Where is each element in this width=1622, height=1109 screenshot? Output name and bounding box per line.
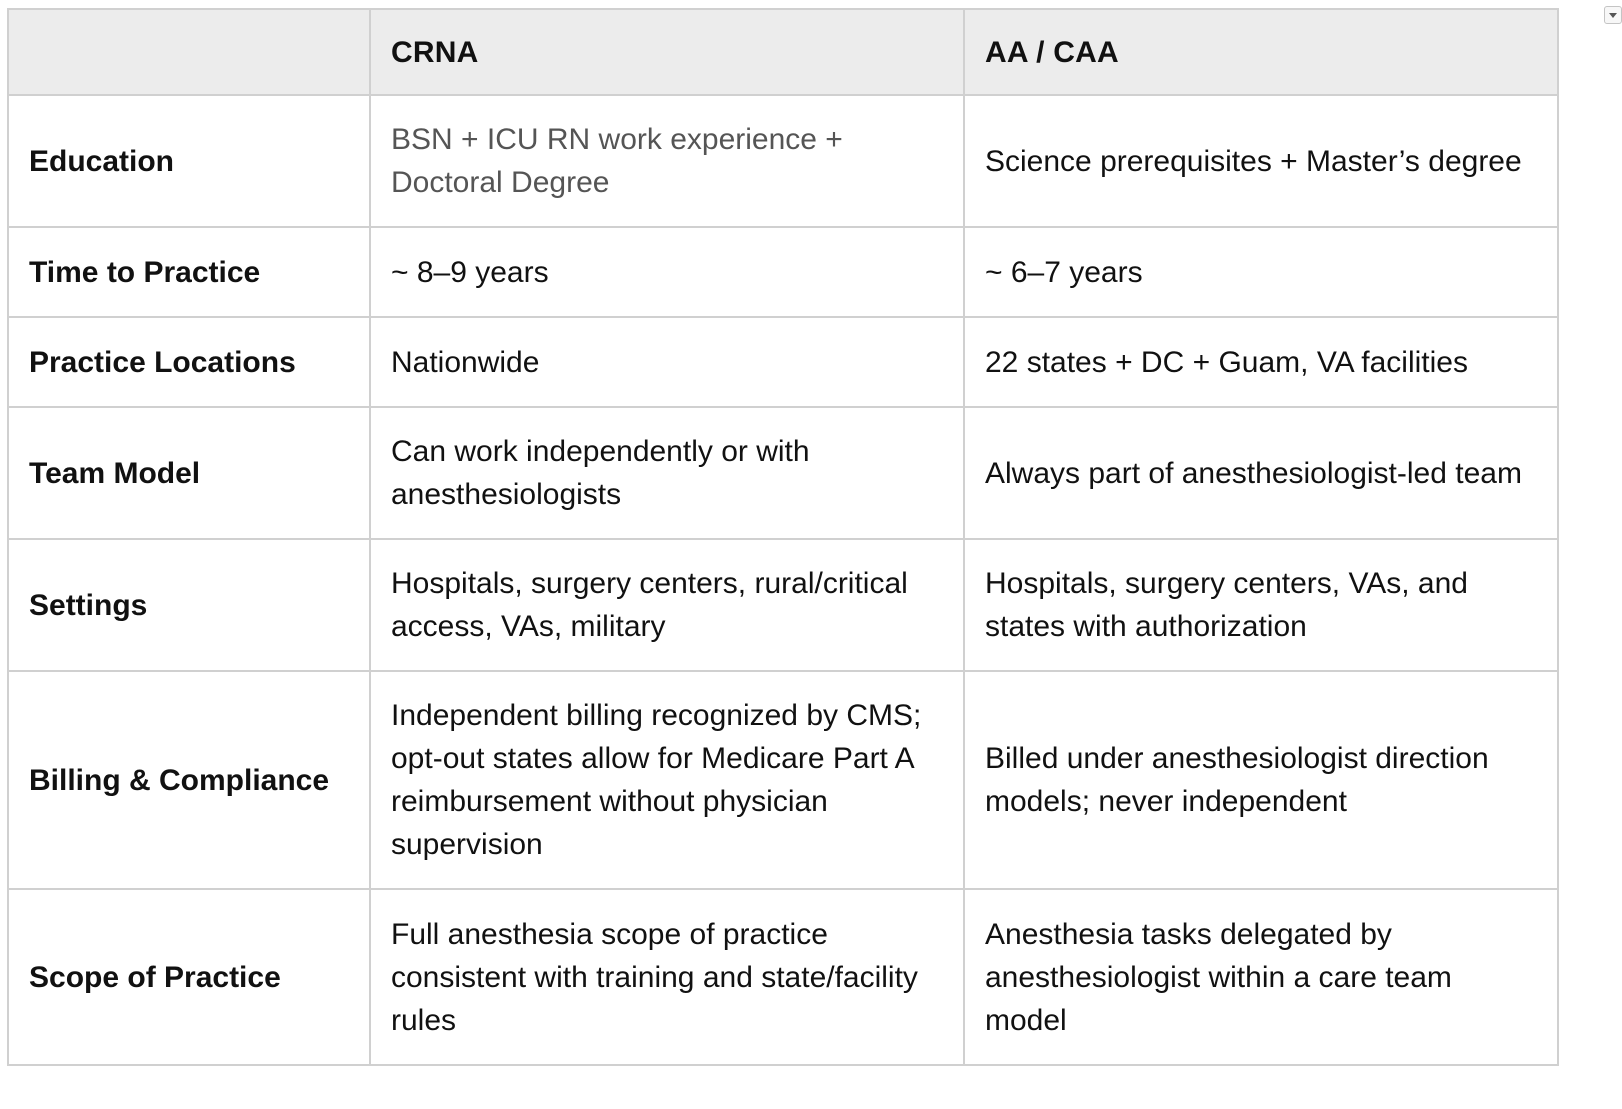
table-row-settings [8,539,1558,671]
comparison-table [7,8,1559,1066]
row-label-education: Education [8,95,370,227]
header-aa-caa: AA / CAA [964,9,1558,95]
row-label-practice-locations: Practice Locations [8,317,370,407]
cell-crna-settings: Hospitals, surgery centers, rural/critical access, VAs, military [370,539,964,671]
header-crna: CRNA [370,9,964,95]
table-header-row [8,9,1558,95]
cell-aa-settings: Hospitals, surgery centers, VAs, and states with authorization [964,539,1558,671]
table-row-scope-of-practice [8,889,1558,1065]
cell-aa-scope-of-practice: Anesthesia tasks delegated by anesthesiologist within a care team model [964,889,1558,1065]
cell-crna-practice-locations: Nationwide [370,317,964,407]
table-row-time-to-practice [8,227,1558,317]
row-label-settings: Settings [8,539,370,671]
cell-aa-education: Science prerequisites + Master’s degree [964,95,1558,227]
cell-crna-time-to-practice: ~ 8–9 years [370,227,964,317]
row-label-billing-compliance: Billing & Compliance [8,671,370,889]
cell-aa-billing-compliance: Billed under anesthesiologist direction models; never independent [964,671,1558,889]
row-label-team-model: Team Model [8,407,370,539]
chevron-down-icon [1608,12,1618,19]
row-label-scope-of-practice: Scope of Practice [8,889,370,1065]
table-row-practice-locations [8,317,1558,407]
cell-crna-team-model: Can work independently or with anesthesiologists [370,407,964,539]
comparison-table-container [7,8,1557,1066]
cell-crna-education: BSN + ICU RN work experience + Doctoral Degree [370,95,964,227]
table-row-billing-compliance [8,671,1558,889]
cell-aa-team-model: Always part of anesthesiologist-led team [964,407,1558,539]
table-row-team-model [8,407,1558,539]
cell-aa-practice-locations: 22 states + DC + Guam, VA facilities [964,317,1558,407]
table-options-dropdown[interactable] [1604,6,1622,24]
header-empty-cell [8,9,370,95]
cell-crna-billing-compliance: Independent billing recognized by CMS; opt-out states allow for Medicare Part A reimbursement without physician supervision [370,671,964,889]
row-label-time-to-practice: Time to Practice [8,227,370,317]
cell-crna-scope-of-practice: Full anesthesia scope of practice consistent with training and state/facility rules [370,889,964,1065]
cell-aa-time-to-practice: ~ 6–7 years [964,227,1558,317]
table-row-education [8,95,1558,227]
